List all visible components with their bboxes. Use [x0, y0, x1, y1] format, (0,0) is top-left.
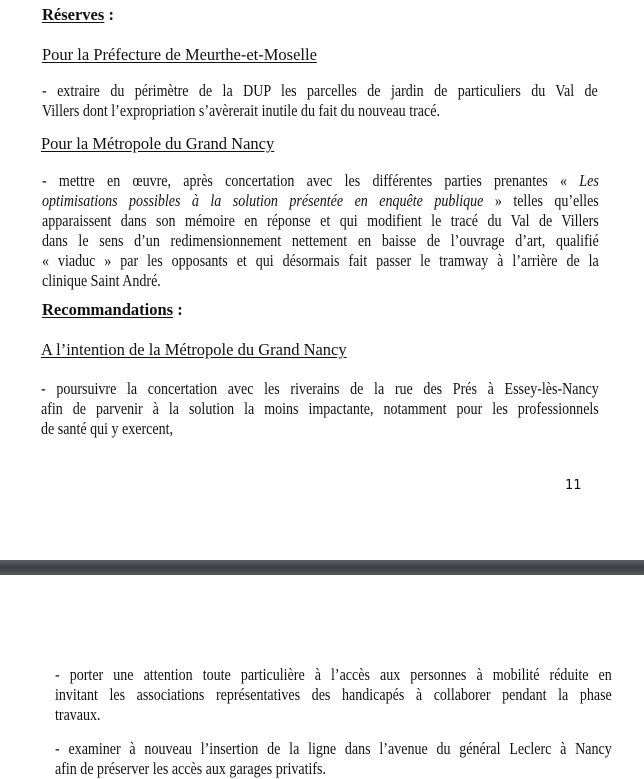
paragraph-prefecture [42, 81, 598, 121]
text-line [42, 101, 598, 121]
text-segment: Villers dont l’expropriation s’avèrerait inutile du fait du nouveau tracé. [42, 101, 440, 120]
text-line [41, 419, 599, 439]
text-line [42, 211, 599, 231]
text-line [55, 665, 612, 685]
text-segment: dans le sens d’un redimensionnement nettement en baisse de l’ouvrage d’art, qualifié [42, 231, 599, 250]
text-line [55, 739, 612, 759]
text-line [42, 81, 598, 101]
text-segment: afin de parvenir à la solution la moins impactante, notamment pour les professionnels [41, 399, 599, 418]
reserves-title: Réserves [42, 5, 105, 24]
text-line [55, 759, 612, 779]
paragraph-garages [55, 739, 612, 779]
text-line [42, 191, 599, 211]
recommandations-title: Recommandations [42, 300, 174, 319]
text-segment: - examiner à nouveau l’insertion de la ligne dans l’avenue du général Leclerc à Nancy [55, 739, 612, 758]
text-line [41, 379, 599, 399]
text-segment: » telles qu’elles [483, 191, 599, 210]
metropole-heading: Pour la Métropole du Grand Nancy [41, 134, 275, 153]
text-line [55, 705, 612, 725]
reserves-heading [42, 5, 114, 25]
text-segment: - porter une attention toute particulière à l’accès aux personnes à mobilité réduite en [55, 665, 612, 684]
paragraph-mobilite [55, 665, 612, 725]
text-segment: apparaissent dans son mémoire en réponse et qui modifient le tracé du Val de Villers [42, 211, 599, 230]
italic-text: Les [579, 171, 599, 190]
text-line [42, 171, 599, 191]
text-segment: de santé qui y exercent, [41, 419, 174, 438]
prefecture-heading: Pour la Préfecture de Meurthe-et-Moselle [42, 45, 317, 64]
paragraph-metropole [42, 171, 599, 291]
intention-heading: A l’intention de la Métropole du Grand Nancy [41, 340, 347, 359]
text-line [42, 271, 599, 291]
text-segment: clinique Saint André. [42, 271, 161, 290]
reserves-colon: : [104, 5, 114, 24]
page-break-divider [0, 560, 644, 575]
text-line [42, 251, 599, 271]
italic-text: optimisations possibles à la solution présentée en enquête publique [42, 191, 484, 210]
text-line [41, 399, 599, 419]
page-number: 11 [565, 478, 582, 493]
text-segment: « viaduc » par les opposants et qui désormais fait passer le tramway à l’arrière de la [42, 251, 599, 270]
text-segment: - poursuivre la concertation avec les riverains de la rue des Prés à Essey-lès-Nancy [41, 379, 599, 398]
text-segment: afin de préserver les accès aux garages privatifs. [55, 759, 327, 778]
recommandations-colon: : [173, 300, 183, 319]
text-segment: travaux. [55, 705, 101, 724]
text-segment: - mettre en œuvre, après concertation avec les différentes parties prenantes « [42, 171, 580, 190]
text-line [55, 685, 612, 705]
paragraph-riverains [41, 379, 599, 439]
recommandations-heading [42, 300, 183, 320]
text-segment: invitant les associations représentatives des handicapés à collaborer pendant la phase [55, 685, 612, 704]
text-line [42, 231, 599, 251]
text-segment: - extraire du périmètre de la DUP les parcelles de jardin de particuliers du Val de [42, 81, 598, 100]
